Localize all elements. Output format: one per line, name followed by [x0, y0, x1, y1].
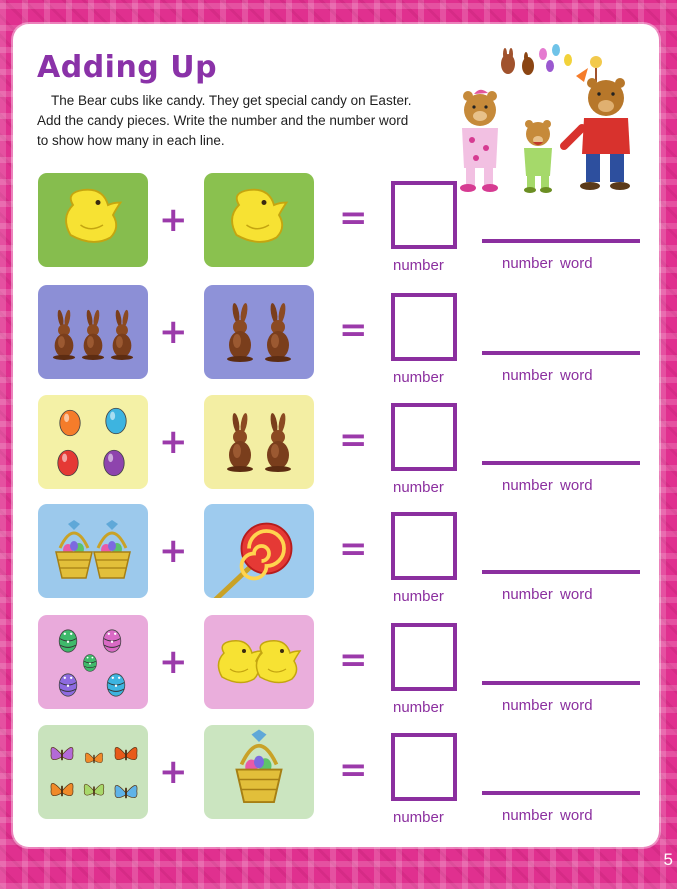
- equation-row: [13, 173, 659, 273]
- bear-family-illustration: [438, 36, 638, 196]
- plus-sign: +: [159, 531, 188, 571]
- number-label: number: [393, 257, 444, 274]
- chocolate-bunny-icon: [227, 413, 253, 472]
- chocolate-bunny-icon: [265, 413, 291, 472]
- number-word-label: number word: [502, 367, 593, 384]
- answer-box[interactable]: [391, 181, 457, 249]
- candy-picture-a: [38, 725, 148, 819]
- lollipop-icon: [214, 524, 292, 599]
- number-label: number: [393, 479, 444, 496]
- chick-peep-icon: [232, 190, 286, 242]
- plus-sign: +: [159, 752, 188, 792]
- number-word-line[interactable]: [482, 461, 640, 465]
- butterfly-icon: [115, 747, 137, 760]
- butterfly-icon: [51, 747, 73, 760]
- jelly-bean-icon: [58, 450, 78, 476]
- plus-sign: +: [159, 422, 188, 462]
- number-word-label: number word: [502, 477, 593, 494]
- number-word-line[interactable]: [482, 681, 640, 685]
- equals-sign: =: [339, 750, 368, 790]
- butterfly-icon: [51, 783, 73, 796]
- number-word-line[interactable]: [482, 351, 640, 355]
- candy-picture-a: [38, 395, 148, 489]
- number-label: number: [393, 588, 444, 605]
- answer-box[interactable]: [391, 403, 457, 471]
- number-label: number: [393, 809, 444, 826]
- equation-row: [13, 504, 659, 604]
- candy-icons: [501, 44, 602, 82]
- decorated-egg-icon: [103, 630, 121, 652]
- plus-sign: +: [159, 642, 188, 682]
- equation-row: [13, 395, 659, 495]
- number-word-line[interactable]: [482, 791, 640, 795]
- easter-basket-icon: [94, 520, 130, 578]
- candy-picture-b: [204, 615, 314, 709]
- chocolate-bunny-icon: [227, 303, 253, 362]
- candy-picture-a: [38, 285, 148, 379]
- answer-box[interactable]: [391, 733, 457, 801]
- number-label: number: [393, 369, 444, 386]
- equation-row: [13, 725, 659, 825]
- decorated-egg-icon: [59, 630, 77, 652]
- plus-sign: +: [159, 200, 188, 240]
- candy-picture-b: [204, 725, 314, 819]
- equals-sign: =: [339, 310, 368, 350]
- chocolate-bunny-icon: [82, 309, 104, 359]
- candy-picture-a: [38, 504, 148, 598]
- plus-sign: +: [159, 312, 188, 352]
- candy-picture-b: [204, 285, 314, 379]
- butterfly-icon: [85, 753, 102, 763]
- decorated-egg-icon: [59, 674, 77, 696]
- easter-basket-icon: [237, 730, 282, 803]
- equation-row: [13, 285, 659, 385]
- chick-peep-icon: [66, 190, 120, 242]
- candy-picture-b: [204, 504, 314, 598]
- butterfly-icon: [84, 784, 104, 796]
- chocolate-bunny-icon: [53, 309, 75, 359]
- number-word-label: number word: [502, 255, 593, 272]
- number-word-label: number word: [502, 586, 593, 603]
- equals-sign: =: [339, 420, 368, 460]
- page-number: 5: [663, 850, 673, 869]
- number-word-line[interactable]: [482, 239, 640, 243]
- jelly-bean-icon: [104, 450, 124, 476]
- decorated-egg-icon: [83, 655, 96, 672]
- number-word-line[interactable]: [482, 570, 640, 574]
- chick-peep-icon: [218, 641, 262, 683]
- worksheet-page: [13, 24, 659, 847]
- jelly-bean-icon: [60, 410, 80, 436]
- answer-box[interactable]: [391, 512, 457, 580]
- equals-sign: =: [339, 640, 368, 680]
- chocolate-bunny-icon: [265, 303, 291, 362]
- candy-picture-a: [38, 615, 148, 709]
- number-word-label: number word: [502, 697, 593, 714]
- jelly-bean-icon: [106, 408, 126, 434]
- easter-basket-icon: [56, 520, 92, 578]
- decorated-egg-icon: [107, 674, 125, 696]
- chocolate-bunny-icon: [111, 309, 133, 359]
- number-word-label: number word: [502, 807, 593, 824]
- instructions-text: The Bear cubs like candy. They get special candy on Easter. Add the candy pieces. Write the number and the number word to show how many in each line.: [37, 93, 412, 148]
- page-title: Adding Up: [37, 50, 218, 85]
- answer-box[interactable]: [391, 623, 457, 691]
- equation-row: [13, 615, 659, 715]
- candy-picture-a: [38, 173, 148, 267]
- equals-sign: =: [339, 198, 368, 238]
- butterfly-icon: [115, 785, 137, 798]
- chick-peep-icon: [256, 641, 300, 683]
- candy-picture-b: [204, 395, 314, 489]
- equals-sign: =: [339, 529, 368, 569]
- number-label: number: [393, 699, 444, 716]
- answer-box[interactable]: [391, 293, 457, 361]
- candy-picture-b: [204, 173, 314, 267]
